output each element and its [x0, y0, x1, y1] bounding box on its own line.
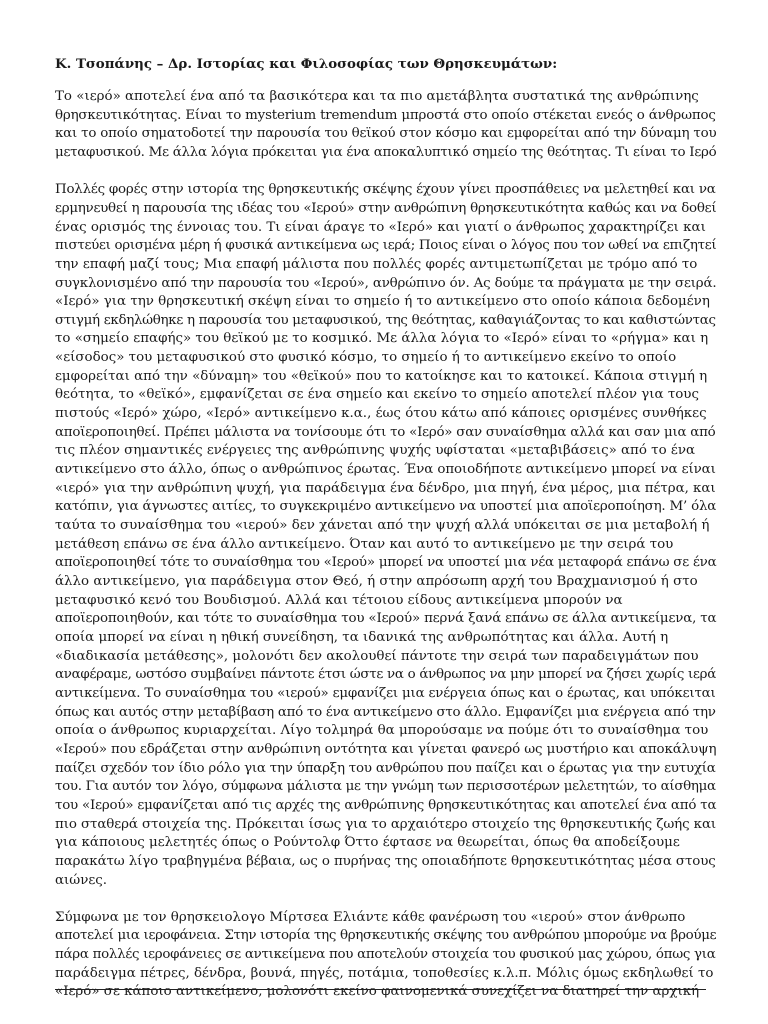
text-line: του. Για αυτόν τον λόγο, σύμφωνα μάλιστα με την γνώμη των περισσοτέρων μελετητών, το αίσθημα	[55, 779, 716, 795]
text-line: μετάθεση επάνω σε ένα άλλο αντικείμενο. Όταν και αυτό το αντικείμενο με την σειρά του	[55, 536, 674, 552]
text-line: την επαφή μαζί τους; Μια επαφή μάλιστα που πολλές φορές αντιμετωπίζεται με τρόμο από το	[55, 256, 698, 272]
text-line: συγκλονισμένο από την παρουσία του «Ιερού», ανθρώπινο όν. Ας δούμε τα πράγματα με την σειρά.	[55, 275, 717, 291]
text-line: παίζει σχεδόν τον ίδιο ρόλο για την ύπαρξη του ανθρώπου που παίζει και ο έρωτας για την ευτυχία	[55, 760, 716, 776]
text-line: Πολλές φορές στην ιστορία της θρησκευτικής σκέψης έχουν γίνει προσπάθειες να μελετηθεί και να	[55, 182, 716, 198]
document-body	[55, 88, 717, 1002]
text-line: ερμηνευθεί η παρουσία της ιδέας του «Ιερού» στην ανθρώπινη θρησκευτικότητα καθώς και να δοθεί	[55, 200, 717, 216]
text-line: «Ιερού» που εδράζεται στην ανθρώπινη οντότητα και γίνεται φανερό ως μυστήριο και αποκάλυψη	[55, 741, 717, 757]
text-line: ένας ορισμός της έννοιας του. Τι είναι άραγε το «Ιερό» και γιατί ο άνθρωπος χαρακτηρίζει και	[55, 219, 706, 235]
text-line: κατόπιν, για άγνωστες αιτίες, το συγκεκριμένο αντικείμενο να υποστεί μια αποϊεροποίηση. Μ’ όλα	[55, 499, 717, 515]
text-line: άλλο αντικείμενο, για παράδειγμα στον Θεό, ή στην απρόσωπη αρχή του Βραχμανισμού ή στο	[55, 574, 698, 589]
text-line: μεταφυσικού. Με άλλα λόγια πρόκειται για ένα αποκαλυπτικό σημείο της θεότητας. Τι είναι το Ιερό	[55, 144, 717, 160]
text-line: αντικείμενο στο άλλο, όπως ο ανθρώπινος έρωτας. Ένα οποιοδήποτε αντικείμενο μπορεί να είναι	[55, 462, 716, 478]
text-line: παρακάτω λίγο τραβηγμένα βέβαια, ως ο πυρήνας της οποιαδήποτε θρησκευτικότητας μέσα στους	[55, 853, 716, 869]
text-line: αναφέραμε, ωστόσο συμβαίνει πάντοτε έτσι ώστε να ο άνθρωπος να μην μπορεί να ζήσει χωρίς ιερά	[55, 667, 717, 683]
text-line: παράδειγμα πέτρες, δένδρα, βουνά, πηγές, ποτάμια, τοποθεσίες κ.λ.π. Μόλις όμως εκδηλωθεί το	[55, 965, 714, 981]
text-line: αποϊεροποιηθεί τότε το συναίσθημα του «Ιερού» μπορεί να υποστεί μια νέα μεταφορά επάνω σε ένα	[55, 555, 717, 571]
text-line: «ιερό» για την ανθρώπινη ψυχή, για παράδειγμα ένα δένδρο, μια πηγή, ένα μέρος, μια πέτρα, και	[55, 480, 716, 496]
text-line: θεότητα, το «θεϊκό», εμφανίζεται σε ένα σημείο και εκείνο το σημείο αποτελεί πλέον για τους	[55, 387, 699, 403]
paragraph-1	[55, 88, 717, 163]
text-line: πιστεύει ορισμένα μέρη ή φυσικά αντικείμενα ως ιερά; Ποιος είναι ο λόγος που τον ωθεί να επιζητεί	[55, 238, 717, 254]
text-line: «είσοδος» του μεταφυσικού στο φυσικό κόσμο, το σημείο ή το αντικείμενο εκείνο το οποίο	[55, 350, 677, 366]
text-line: θρησκευτικότητας. Είναι το mysterium tremendum μπροστά στο οποίο στέκεται ενεός ο άνθρωπος	[55, 107, 716, 123]
text-line: στιγμή εκδηλώθηκε η παρουσία του μεταφυσικού, της θεότητας, καθαγιάζοντας το και καθιστώντας	[55, 312, 716, 328]
text-line: πιστούς «Ιερό» χώρο, «Ιερό» αντικείμενο κ.α., έως ότου κάτω από κάποιες ορισμένες συνθήκες	[55, 406, 707, 422]
text-line: οποία μπορεί να είναι η ηθική συνείδηση, τα ιδανικά της ανθρωπότητας και άλλα. Αυτή η	[55, 629, 669, 645]
text-line: πάρα πολλές ιεροφάνειες σε αντικείμενα που αποτελούν στοιχεία του φυσικού μας χώρου, όπως για	[55, 947, 716, 963]
text-line: «διαδικασία μετάθεσης», μολονότι δεν ακολουθεί πάντοτε την σειρά των παραδειγμάτων που	[55, 648, 699, 664]
text-line: αντικείμενα. Το συναίσθημα του «ιερού» εμφανίζει μια ενέργεια όπως και ο έρωτας, και υπόκειται	[55, 685, 716, 701]
text-line: του «Ιερού» εμφανίζεται από τις αρχές της ανθρώπινης θρησκευτικότητας και αποτελεί ένα από τα	[55, 797, 717, 813]
text-line: το «σημείο επαφής» του θεϊκού με το κοσμικό. Με άλλα λόγια το «Ιερό» είναι το «ρήγμα» και η	[55, 331, 709, 347]
author-heading: Κ. Τσοπάνης – Δρ. Ιστορίας και Φιλοσοφίας των Θρησκευμάτων:	[55, 56, 558, 72]
text-line: τις πλέον σημαντικές ενέργειες της ανθρώπινης ψυχής υφίσταται «μεταβιβάσεις» από το ένα	[55, 443, 696, 459]
text-line: μεταφυσικό κενό του Βουδισμού. Αλλά και τέτοιου είδους αντικείμενα μπορούν να	[55, 592, 623, 608]
text-line: οποία ο άνθρωπος κυριαρχείται. Λίγο τολμηρά θα μπορούσαμε να πούμε ότι το συναίσθημα του	[55, 723, 709, 739]
text-line: αποϊεροποιηθεί. Πρέπει μάλιστα να τονίσουμε ότι το «Ιερό» σαν συναίσθημα αλλά και σαν μια από	[55, 424, 716, 440]
text-line: αποϊεροποιηθούν, και τότε το συναίσθημα του «Ιερού» περνά ξανά επάνω σε άλλα αντικείμενα, τα	[55, 611, 717, 627]
text-line: αιώνες.	[55, 872, 108, 888]
text-line: Σύμφωνα με τον θρησκειολογο Μίρτσεα Ελιάντε κάθε φανέρωση του «ιερού» στον άνθρωπο	[55, 909, 686, 925]
text-line: ταύτα το συναίσθημα του «ιερού» δεν χάνεται από την ψυχή αλλά υπόκειται σε μια μεταβολή ή	[55, 518, 710, 534]
text-line: πιο σταθερά στοιχεία της. Πρόκειται ίσως για το αρχαιότερο στοιχείο της θρησκευτικής ζωής και	[55, 816, 717, 832]
text-line: εμφορείται από την «δύναμη» του «θεϊκού» που το κατοίκησε και το κατοικεί. Κάποια στιγμή η	[55, 368, 708, 384]
paragraph-2	[55, 181, 717, 890]
footer-rule	[55, 989, 706, 990]
text-line: αποτελεί μια ιεροφάνεια. Στην ιστορία της θρησκευτικής σκέψης του ανθρώπου μπορούμε να βρούμε	[55, 928, 717, 944]
text-line: και το οποίο σηματοδοτεί την παρουσία του θεϊκού στον κόσμο και εμφορείται από την δύναμη του	[55, 126, 717, 142]
text-line: όπως και αυτός στην μεταβίβαση από το ένα αντικείμενο στο άλλο. Εμφανίζει μια ενέργεια από την	[55, 704, 716, 720]
text-line: Το «ιερό» αποτελεί ένα από τα βασικότερα και τα πιο αμετάβλητα συστατικά της ανθρώπινης	[55, 89, 699, 104]
text-line: «Ιερό» για την θρησκευτική σκέψη είναι το σημείο ή το αντικείμενο στο οποίο κάποια δεδομένη	[55, 294, 710, 310]
text-line: «Ιερό» σε κάποιο αντικείμενο, μολονότι εκείνο φαινομενικά συνεχίζει να διατηρεί την αρχική	[55, 984, 700, 1000]
text-line: για κάποιους μελετητές όπως ο Ρούντολφ Όττο έφτασε να θεωρείται, όπως θα αποδείξουμε	[55, 835, 680, 851]
